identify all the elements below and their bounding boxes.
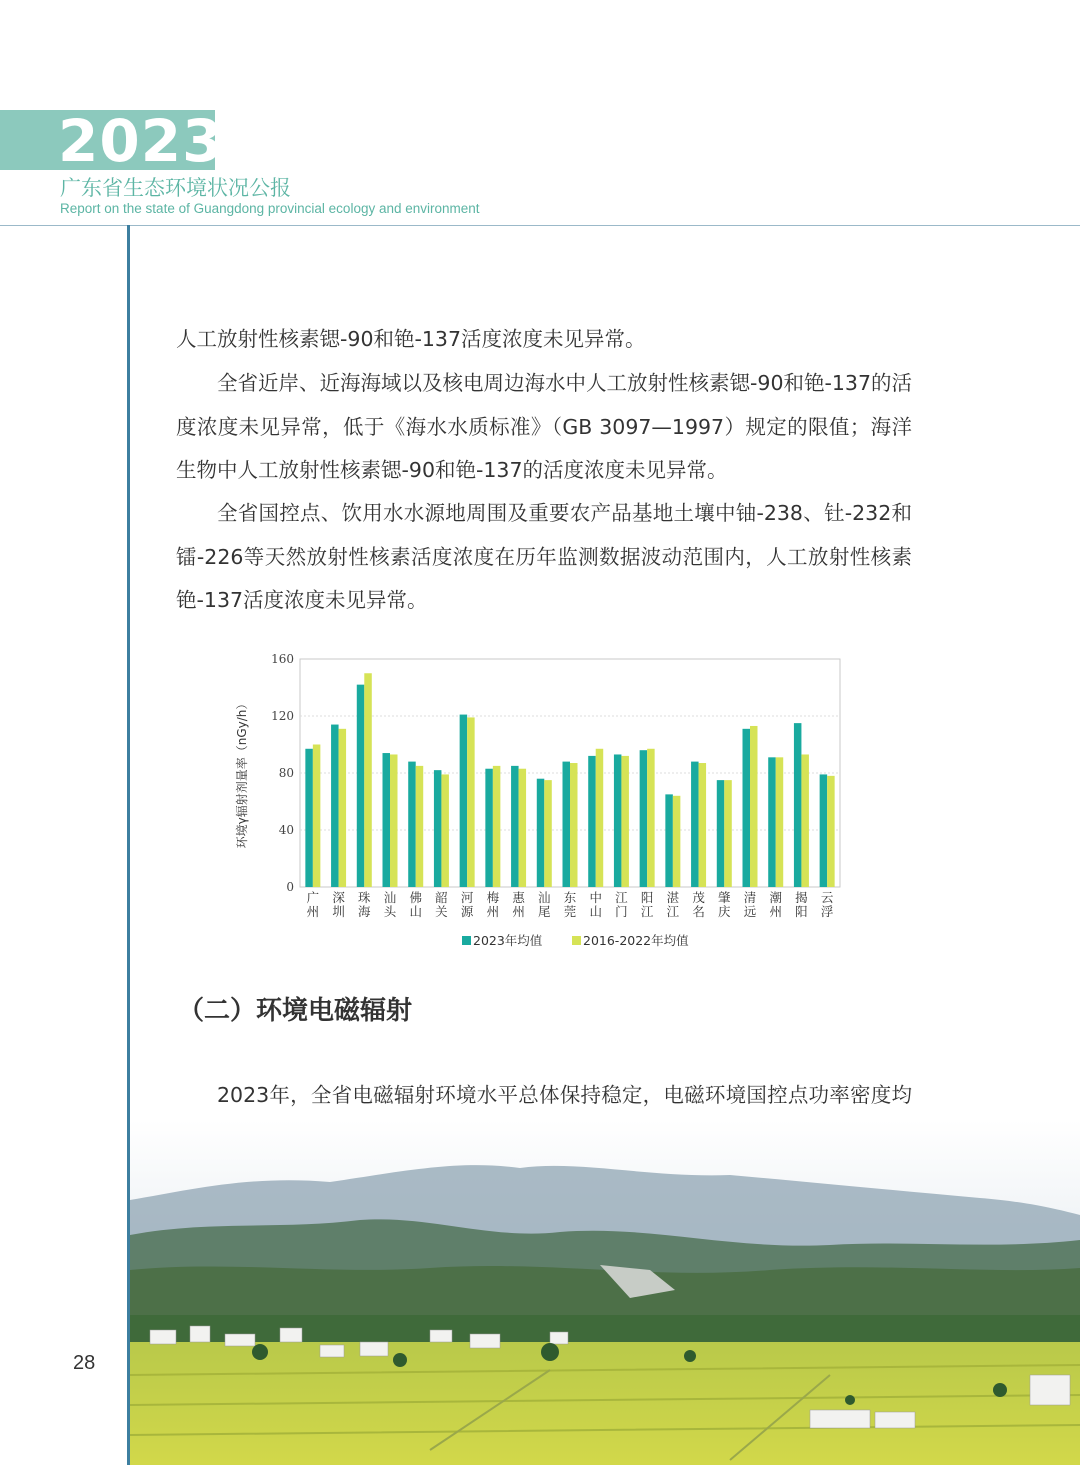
- bar-2023-16: [717, 780, 725, 887]
- x-tick-label: 海: [358, 904, 371, 919]
- legend-swatch: [462, 936, 471, 945]
- y-tick-label: 80: [278, 766, 294, 780]
- x-tick-label: 州: [769, 904, 782, 919]
- bar-2016-2022-1: [339, 729, 347, 887]
- x-tick-label: 江: [666, 904, 680, 919]
- x-tick-label: 庆: [718, 904, 731, 919]
- x-tick-label: 东: [563, 890, 577, 905]
- x-tick-label: 湛: [666, 890, 680, 905]
- x-tick-label: 圳: [332, 904, 345, 919]
- bar-2023-14: [665, 794, 673, 887]
- bar-2016-2022-16: [724, 780, 732, 887]
- bar-2016-2022-19: [801, 754, 809, 887]
- bar-2023-7: [485, 769, 493, 887]
- x-tick-label: 深: [332, 890, 345, 905]
- legend-label: 2023年均值: [473, 933, 543, 948]
- bar-2023-20: [820, 774, 828, 887]
- y-axis-label: 环境γ辐射剂量率（nGy/h）: [235, 697, 249, 849]
- bar-2016-2022-2: [364, 673, 372, 887]
- y-tick-label: 160: [271, 652, 294, 666]
- bar-2023-15: [691, 762, 699, 887]
- bar-2016-2022-6: [467, 717, 475, 887]
- section-heading: （二）环境电磁辐射: [178, 996, 413, 1026]
- x-tick-label: 云: [820, 890, 834, 905]
- x-tick-label: 汕: [538, 890, 551, 905]
- bar-2016-2022-5: [441, 774, 449, 887]
- x-tick-label: 潮: [769, 890, 782, 905]
- paragraph-1: 人工放射性核素锶-90和铯-137活度浓度未见异常。: [176, 327, 646, 351]
- x-tick-label: 揭: [795, 890, 808, 905]
- bar-2023-13: [640, 750, 648, 887]
- paragraph-4: 2023年，全省电磁辐射环境水平总体保持稳定，电磁环境国控点功率密度均: [217, 1083, 912, 1107]
- bar-2016-2022-15: [699, 763, 707, 887]
- radiation-bar-chart: [220, 645, 860, 955]
- x-tick-label: 州: [486, 904, 500, 919]
- x-tick-label: 州: [306, 904, 320, 919]
- x-tick-label: 惠: [512, 890, 525, 905]
- bar-2023-11: [588, 756, 596, 887]
- x-tick-label: 肇: [718, 890, 731, 905]
- report-title-en: Report on the state of Guangdong provincial ecology and environment: [60, 201, 480, 216]
- bar-2016-2022-7: [493, 766, 501, 887]
- x-tick-label: 源: [460, 904, 474, 919]
- x-tick-label: 中: [589, 890, 602, 905]
- bar-2016-2022-0: [313, 745, 321, 888]
- page-number: 28: [73, 1352, 96, 1374]
- x-tick-label: 江: [615, 890, 628, 905]
- countryside-landscape-image: [130, 1120, 1080, 1465]
- bar-2023-9: [537, 779, 545, 887]
- x-tick-label: 阳: [795, 904, 808, 919]
- x-tick-label: 韶: [435, 890, 448, 905]
- x-tick-label: 名: [692, 904, 705, 919]
- x-tick-label: 阳: [640, 890, 654, 905]
- x-tick-label: 清: [743, 890, 757, 905]
- x-tick-label: 山: [589, 904, 602, 919]
- bar-2023-3: [383, 753, 391, 887]
- report-title-cn: 广东省生态环境状况公报: [60, 176, 291, 200]
- bar-2016-2022-3: [390, 754, 398, 887]
- bar-2016-2022-14: [673, 796, 681, 887]
- y-tick-label: 40: [278, 823, 294, 837]
- x-tick-label: 关: [435, 904, 448, 919]
- bar-2016-2022-11: [596, 749, 604, 887]
- bar-2016-2022-10: [570, 763, 578, 887]
- bar-2016-2022-12: [621, 756, 629, 887]
- bar-2023-12: [614, 754, 622, 887]
- x-tick-label: 珠: [358, 890, 371, 905]
- bar-2016-2022-13: [647, 749, 655, 887]
- bar-2016-2022-4: [416, 766, 424, 887]
- y-tick-label: 120: [271, 709, 294, 723]
- x-tick-label: 头: [383, 904, 397, 919]
- x-tick-label: 浮: [820, 904, 834, 919]
- x-tick-label: 河: [460, 890, 474, 905]
- x-tick-label: 江: [640, 904, 654, 919]
- bar-2023-2: [357, 685, 365, 887]
- bar-2023-8: [511, 766, 518, 887]
- x-tick-label: 佛: [409, 890, 422, 905]
- x-tick-label: 茂: [692, 890, 705, 905]
- x-tick-label: 州: [512, 904, 525, 919]
- bar-2023-17: [743, 729, 751, 887]
- x-tick-label: 山: [409, 904, 422, 919]
- paragraph-2: 全省近岸、近海海域以及核电周边海水中人工放射性核素锶-90和铯-137的活度浓度未见异常，低于《海水水质标准》（GB 3097—1997）规定的限值；海洋生物中人工放射性核素锶-90和铯-137的活度浓度未见异常。: [176, 371, 913, 482]
- x-tick-label: 梅: [486, 890, 500, 905]
- bar-2023-6: [460, 715, 468, 887]
- x-tick-label: 莞: [563, 904, 577, 919]
- header-divider: [0, 225, 1080, 226]
- bar-2023-1: [331, 725, 339, 887]
- bar-2023-5: [434, 770, 442, 887]
- x-tick-label: 汕: [383, 890, 397, 905]
- legend-swatch: [572, 936, 581, 945]
- x-tick-label: 门: [615, 904, 628, 919]
- x-tick-label: 远: [743, 904, 757, 919]
- bar-2023-0: [305, 749, 313, 887]
- bar-2016-2022-18: [776, 757, 784, 887]
- bar-2023-19: [794, 723, 802, 887]
- bar-2016-2022-9: [544, 780, 552, 887]
- header-year: 2023: [58, 107, 224, 175]
- bar-2023-18: [768, 757, 776, 887]
- bar-2016-2022-17: [750, 726, 758, 887]
- bar-2016-2022-8: [519, 769, 527, 887]
- x-tick-label: 广: [306, 890, 320, 905]
- bar-2023-4: [408, 762, 416, 887]
- legend-label: 2016-2022年均值: [583, 933, 689, 948]
- bar-2016-2022-20: [827, 776, 835, 887]
- x-tick-label: 尾: [538, 904, 551, 919]
- bar-2023-10: [563, 762, 571, 887]
- y-tick-label: 0: [286, 880, 294, 894]
- paragraph-3: 全省国控点、饮用水水源地周围及重要农产品基地土壤中铀-238、钍-232和镭-226等天然放射性核素活度浓度在历年监测数据波动范围内，人工放射性核素铯-137活度浓度未见异常。: [176, 501, 912, 612]
